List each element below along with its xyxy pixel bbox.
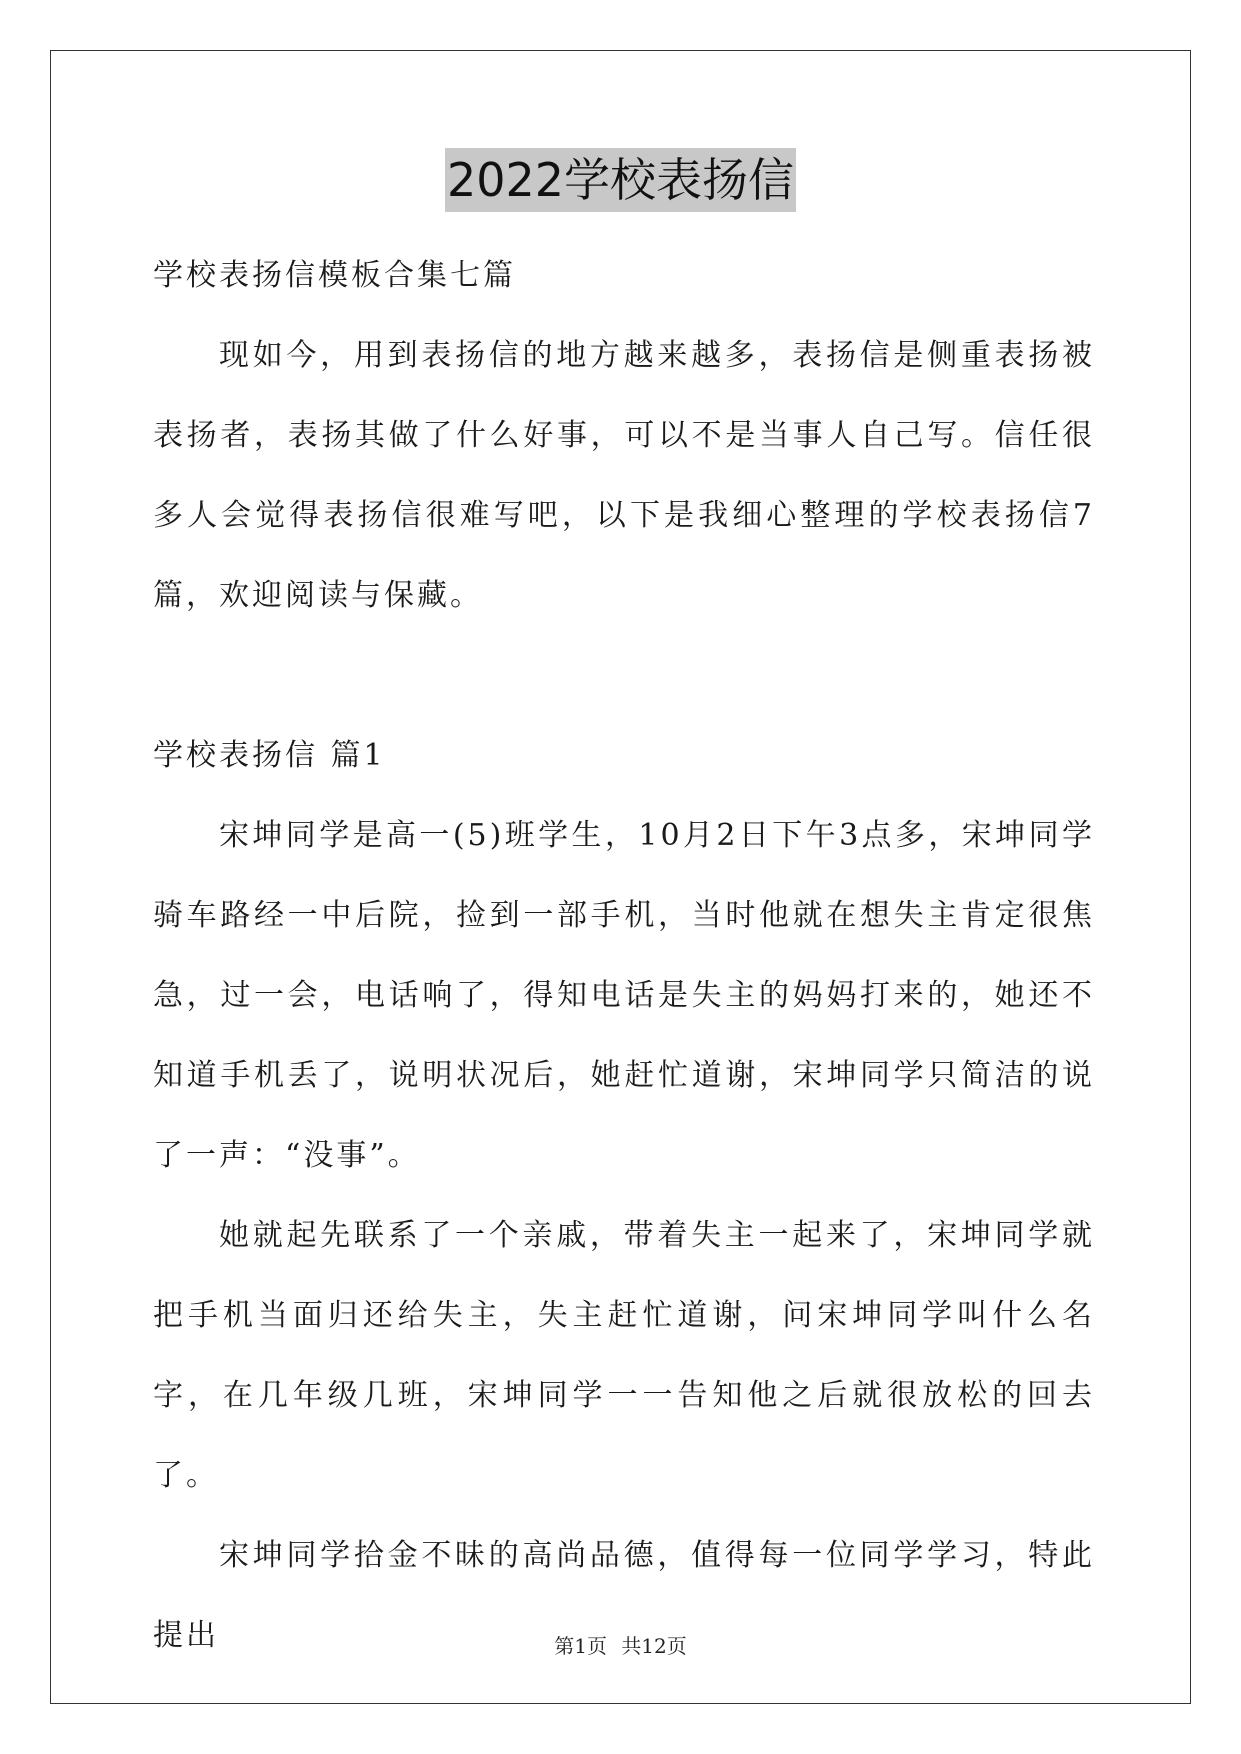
section-heading: 学校表扬信 篇1 [153, 738, 386, 773]
page-footer [0, 1630, 1241, 1659]
page-number: 第1页 [554, 1634, 607, 1658]
body-paragraph-3: 宋坤同学拾金不昧的高尚品德，值得每一位同学学习，特此提出 [153, 1538, 1095, 1653]
title-area [0, 148, 1241, 212]
document-body [153, 236, 1095, 1676]
document-subtitle: 学校表扬信模板合集七篇 [153, 258, 516, 293]
body-paragraph-1: 宋坤同学是高一(5)班学生，10月2日下午3点多，宋坤同学骑车路经一中后院，捡到一部手机，当时他就在想失主肯定很焦急，过一会，电话响了，得知电话是失主的妈妈打来的，她还不知道手机丢了，说明状况后，她赶忙道谢，宋坤同学只简洁的说了一声：“没事”。 [153, 818, 1095, 1173]
body-paragraph-2: 她就起先联系了一个亲戚，带着失主一起来了，宋坤同学就把手机当面归还给失主，失主赶忙道谢，问宋坤同学叫什么名字，在几年级几班，宋坤同学一一告知他之后就很放松的回去了。 [153, 1218, 1095, 1493]
page-total: 共12页 [621, 1634, 687, 1658]
intro-paragraph: 现如今，用到表扬信的地方越来越多，表扬信是侧重表扬被表扬者，表扬其做了什么好事，可以不是当事人自己写。信任很多人会觉得表扬信很难写吧，以下是我细心整理的学校表扬信7篇，欢迎阅读与保藏。 [153, 338, 1095, 613]
document-title: 2022学校表扬信 [445, 148, 796, 212]
